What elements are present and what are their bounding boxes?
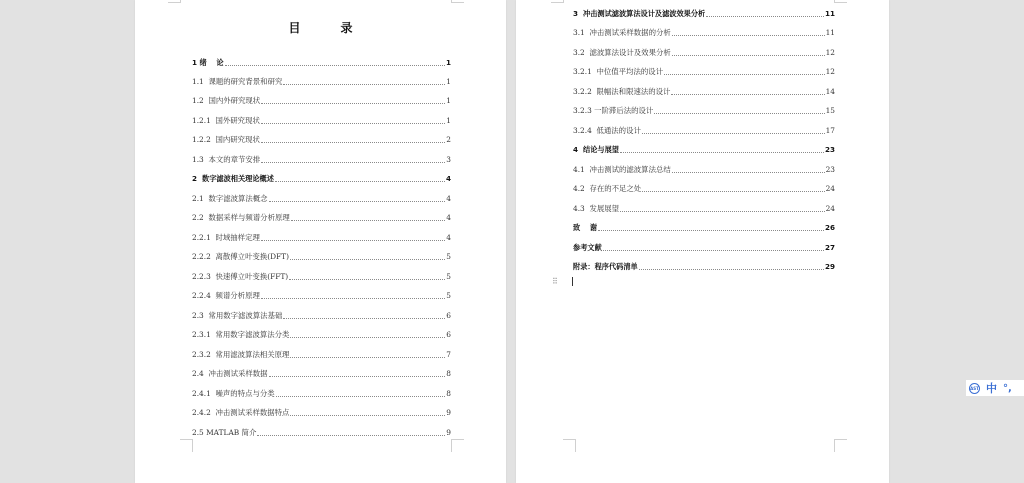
toc-entry-label: 4.1 冲击测试的滤波算法总结 — [573, 165, 671, 174]
toc-entry[interactable] — [192, 270, 451, 282]
toc-entry-label: 2.2.3 快速傅立叶变换(FFT) — [192, 272, 289, 281]
toc-entry-label: 2.3.2 常用滤波算法相关原理 — [192, 350, 290, 359]
toc-entry[interactable] — [573, 46, 835, 58]
toc-entry-label: 2 数字滤波相关理论概述 — [192, 174, 274, 183]
toc-entry-label: 参考文献 — [573, 243, 602, 252]
margin-corner-mark — [180, 439, 193, 452]
toc-leader-dots — [261, 122, 445, 124]
toc-entry-label: 3 冲击测试滤波算法设计及滤波效果分析 — [573, 9, 706, 18]
toc-leader-dots — [261, 141, 445, 143]
toc-entry-page-number: 1 — [445, 58, 451, 67]
toc-entry-page-number: 17 — [825, 126, 835, 135]
toc-entry[interactable] — [573, 163, 835, 175]
toc-entry-page-number: 11 — [825, 28, 835, 37]
document-page-right[interactable] — [516, 0, 889, 483]
toc-entry[interactable] — [192, 289, 451, 301]
toc-entry-label: 4.2 存在的不足之处 — [573, 184, 642, 193]
toc-entry-label: 2.4.2 冲击测试采样数据特点 — [192, 408, 290, 417]
margin-corner-mark — [451, 0, 464, 3]
toc-entry[interactable] — [192, 250, 451, 262]
toc-entry[interactable] — [192, 426, 451, 438]
toc-leader-dots — [261, 102, 445, 104]
toc-entry[interactable] — [573, 104, 835, 116]
toc-entry-label: 3.1 冲击测试采样数据的分析 — [573, 28, 671, 37]
toc-entry[interactable] — [192, 153, 451, 165]
toc-entry-page-number: 12 — [825, 48, 835, 57]
toc-leader-dots — [290, 258, 445, 260]
toc-entry-label: 1.1 课题的研究背景和研究 — [192, 77, 283, 86]
toc-entry-page-number: 4 — [445, 174, 451, 183]
toc-entry-label: 2.1 数字滤波算法概念 — [192, 194, 268, 203]
toc-entry[interactable] — [573, 202, 835, 214]
toc-entry-label: 2.2.2 离散傅立叶变换(DFT) — [192, 252, 289, 261]
toc-entry-page-number: 23 — [825, 165, 835, 174]
toc-leader-dots — [257, 434, 445, 436]
toc-entry-page-number: 4 — [446, 233, 451, 242]
toc-entry[interactable] — [573, 241, 835, 253]
toc-entry[interactable] — [192, 211, 451, 223]
toc-entry-page-number: 8 — [446, 369, 451, 378]
toc-entry[interactable] — [192, 172, 451, 184]
toc-leader-dots — [290, 356, 445, 358]
toc-leader-dots — [276, 395, 446, 397]
toc-entry-label: 1.2.2 国内研究现状 — [192, 135, 260, 144]
toc-entry-page-number: 2 — [446, 135, 451, 144]
toc-leader-dots — [261, 297, 445, 299]
toc-entry[interactable] — [573, 85, 835, 97]
ime-toolbar[interactable] — [966, 380, 1024, 396]
margin-corner-mark — [834, 0, 847, 3]
margin-corner-mark — [563, 439, 576, 452]
toc-entry-page-number: 5 — [446, 291, 451, 300]
toc-leader-dots — [289, 278, 445, 280]
ime-language-toggle[interactable]: 中 — [986, 382, 997, 395]
toc-entry-page-number: 4 — [446, 194, 451, 203]
toc-leader-dots — [598, 229, 824, 231]
toc-entry-page-number: 7 — [446, 350, 451, 359]
toc-leader-dots — [275, 180, 445, 182]
toc-leader-dots — [225, 64, 445, 66]
toc-entry[interactable] — [573, 182, 835, 194]
ime-punctuation-toggle[interactable]: °, — [1003, 382, 1012, 394]
toc-entry-page-number: 1 — [446, 77, 451, 86]
toc-entry-page-number: 15 — [825, 106, 835, 115]
toc-entry-label: 3.2.2 限幅法和限速法的设计 — [573, 87, 671, 96]
toc-entry-label: 2.5 MATLAB 简介 — [192, 428, 257, 437]
toc-entry-page-number: 3 — [446, 155, 451, 164]
toc-entry-page-number: 14 — [825, 87, 835, 96]
toc-leader-dots — [671, 93, 824, 95]
toc-entry[interactable] — [573, 143, 835, 155]
toc-entry-page-number: 12 — [825, 67, 835, 76]
toc-leader-dots — [283, 83, 445, 85]
toc-entry-label: 2.4.1 噪声的特点与分类 — [192, 389, 275, 398]
toc-entry-label: 致 谢 — [573, 223, 598, 232]
toc-entry-page-number: 6 — [446, 311, 451, 320]
toc-entry-page-number: 1 — [446, 96, 451, 105]
text-cursor — [572, 277, 573, 286]
toc-entry-page-number: 9 — [446, 428, 451, 437]
toc-entry-page-number: 26 — [824, 223, 835, 232]
toc-entry-label: 1 绪 论 — [192, 58, 224, 67]
margin-corner-mark — [168, 0, 181, 3]
toc-entry-label: 1.3 本文的章节安排 — [192, 155, 261, 164]
toc-entry-page-number: 5 — [446, 252, 451, 261]
toc-entry-page-number: 4 — [446, 213, 451, 222]
toc-entry[interactable] — [192, 348, 451, 360]
toc-entry-label: 3.2.4 低通法的设计 — [573, 126, 641, 135]
toc-entry-label: 2.2.1 时域抽样定理 — [192, 233, 260, 242]
toc-entry-label: 2.2.4 频谱分析原理 — [192, 291, 260, 300]
toc-entry[interactable] — [573, 260, 835, 272]
toc-leader-dots — [283, 317, 445, 319]
toc-entry-label: 3.2 滤波算法设计及效果分析 — [573, 48, 671, 57]
toc-leader-dots — [261, 161, 445, 163]
toc-entry-label: 1.2 国内外研究现状 — [192, 96, 261, 105]
margin-corner-mark — [451, 439, 464, 452]
toc-entry[interactable] — [192, 309, 451, 321]
toc-entry-label: 附录：程序代码清单 — [573, 262, 638, 271]
toc-entry[interactable] — [192, 192, 451, 204]
toc-leader-dots — [620, 151, 824, 153]
toc-entry[interactable] — [192, 367, 451, 379]
toc-entry-label: 2.3.1 常用数字滤波算法分类 — [192, 330, 290, 339]
toc-leader-dots — [269, 375, 446, 377]
margin-corner-mark — [834, 439, 847, 452]
toc-entry-label: 2.3 常用数字滤波算法基础 — [192, 311, 283, 320]
toc-entry-label: 4 结论与展望 — [573, 145, 619, 154]
toc-leader-dots — [642, 190, 824, 192]
toc-entry[interactable] — [573, 26, 835, 38]
toc-leader-dots — [269, 200, 446, 202]
toc-leader-dots — [672, 54, 825, 56]
toc-leader-dots — [639, 268, 824, 270]
toc-leader-dots — [291, 219, 446, 221]
toc-entry-page-number: 24 — [825, 204, 835, 213]
toc-leader-dots — [290, 414, 445, 416]
toc-entry-label: 3.2.1 中位值平均法的设计 — [573, 67, 664, 76]
toc-entry[interactable] — [192, 328, 451, 340]
toc-title: 目 录 — [288, 21, 367, 35]
toc-leader-dots — [290, 336, 445, 338]
toc-entry[interactable] — [192, 387, 451, 399]
toc-entry[interactable] — [192, 114, 451, 126]
toc-entry-page-number: 9 — [446, 408, 451, 417]
toc-leader-dots — [620, 210, 825, 212]
toc-entry[interactable] — [573, 124, 835, 136]
document-page-left[interactable] — [135, 0, 506, 483]
block-drag-handle-icon[interactable]: ⠿ — [552, 277, 557, 286]
toc-entry[interactable] — [573, 65, 835, 77]
toc-leader-dots — [706, 15, 824, 17]
toc-entry-page-number: 23 — [824, 145, 835, 154]
toc-entry-label: 2.2 数据采样与频谱分析原理 — [192, 213, 290, 222]
toc-leader-dots — [664, 73, 825, 75]
toc-leader-dots — [654, 112, 824, 114]
margin-corner-mark — [551, 0, 564, 3]
toc-entry[interactable] — [192, 406, 451, 418]
toc-entry[interactable] — [192, 75, 451, 87]
toc-leader-dots — [672, 34, 825, 36]
toc-entry[interactable] — [192, 231, 451, 243]
toc-leader-dots — [603, 249, 824, 251]
toc-entry-page-number: 29 — [824, 262, 835, 271]
toc-entry[interactable] — [192, 94, 451, 106]
toc-entry-page-number: 24 — [825, 184, 835, 193]
toc-entry-page-number: 5 — [446, 272, 451, 281]
toc-leader-dots — [672, 171, 825, 173]
toc-leader-dots — [261, 239, 445, 241]
toc-entry-label: 4.3 发展展望 — [573, 204, 620, 213]
toc-leader-dots — [642, 132, 825, 134]
toc-entry-label: 3.2.3 一阶滞后法的设计 — [573, 106, 654, 115]
ime-logo-icon[interactable]: AST — [969, 383, 980, 394]
toc-entry[interactable] — [573, 7, 835, 19]
toc-entry-label: 2.4 冲击测试采样数据 — [192, 369, 268, 378]
toc-entry-page-number: 11 — [824, 9, 835, 18]
toc-entry[interactable] — [192, 56, 451, 68]
toc-entry[interactable] — [573, 221, 835, 233]
toc-entry-page-number: 6 — [446, 330, 451, 339]
toc-entry-page-number: 8 — [446, 389, 451, 398]
toc-entry-label: 1.2.1 国外研究现状 — [192, 116, 260, 125]
toc-entry[interactable] — [192, 133, 451, 145]
toc-entry-page-number: 27 — [824, 243, 835, 252]
toc-entry-page-number: 1 — [446, 116, 451, 125]
